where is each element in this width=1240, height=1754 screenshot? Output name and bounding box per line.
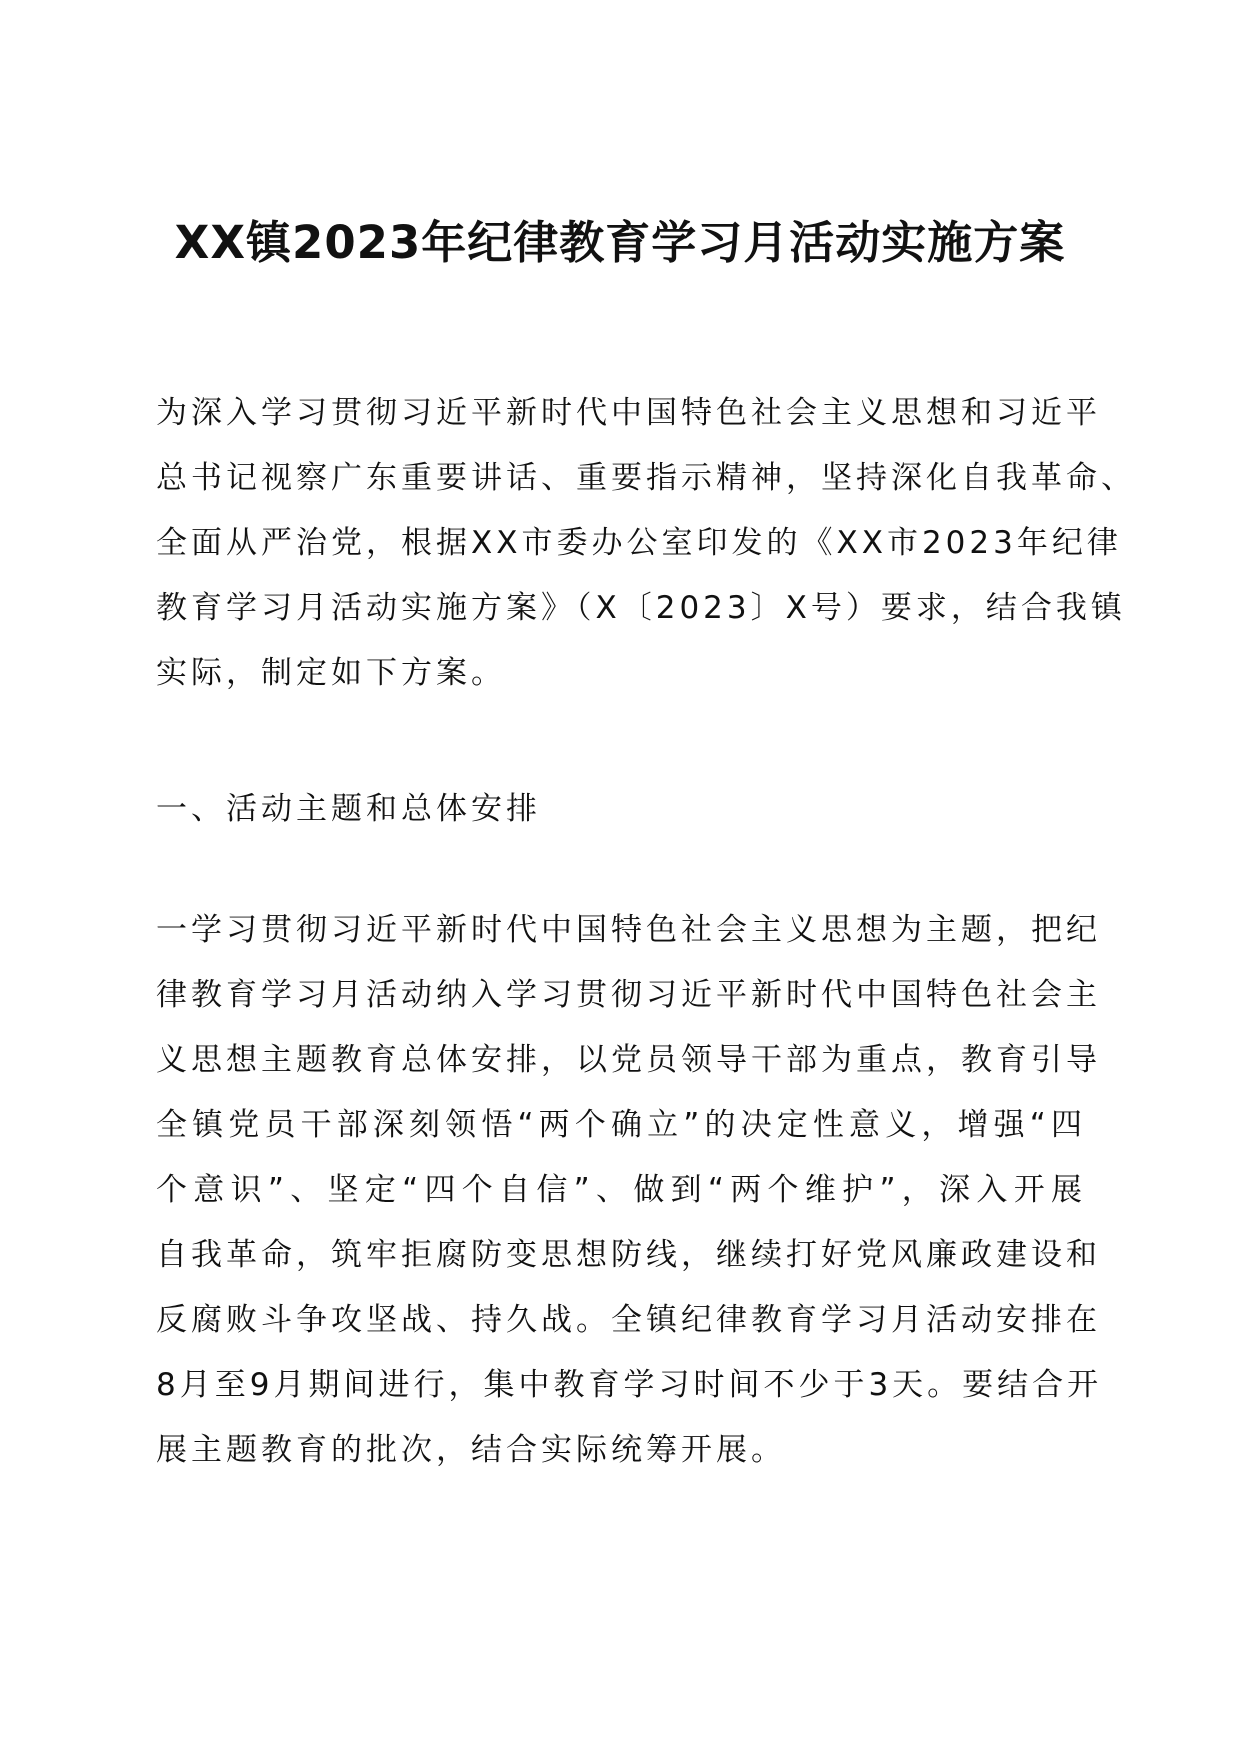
intro-line: 全面从严治党，根据XX市委办公室印发的《XX市2023年纪律 bbox=[156, 525, 1122, 561]
intro-line: 总书记视察广东重要讲话、重要指示精神，坚持深化自我革命、 bbox=[156, 460, 1136, 496]
section-line: 自我革命，筑牢拒腐防变思想防线，继续打好党风廉政建设和 bbox=[156, 1237, 1101, 1273]
section-line: 个意识”、坚定“四个自信”、做到“两个维护”，深入开展 bbox=[156, 1172, 1086, 1208]
document-title: XX镇2023年纪律教育学习月活动实施方案 bbox=[174, 216, 1066, 269]
section-line: 一学习贯彻习近平新时代中国特色社会主义思想为主题，把纪 bbox=[156, 912, 1101, 948]
section-heading bbox=[156, 777, 1086, 842]
section-line: 义思想主题教育总体安排，以党员领导干部为重点，教育引导 bbox=[156, 1042, 1101, 1078]
section-line: 全镇党员干部深刻领悟“两个确立”的决定性意义，增强“四 bbox=[156, 1107, 1086, 1143]
section-paragraph bbox=[156, 898, 1103, 1483]
section-line: 展主题教育的批次，结合实际统筹开展。 bbox=[156, 1432, 786, 1468]
intro-line: 为深入学习贯彻习近平新时代中国特色社会主义思想和习近平 bbox=[156, 395, 1101, 431]
section-heading-text: 一、活动主题和总体安排 bbox=[156, 791, 541, 827]
section-line: 律教育学习月活动纳入学习贯彻习近平新时代中国特色社会主 bbox=[156, 977, 1101, 1013]
section-line: 8月至9月期间进行，集中教育学习时间不少于3天。要结合开 bbox=[156, 1367, 1103, 1403]
section-line: 反腐败斗争攻坚战、持久战。全镇纪律教育学习月活动安排在 bbox=[156, 1302, 1101, 1338]
intro-line: 实际，制定如下方案。 bbox=[156, 655, 506, 691]
intro-line: 教育学习月活动实施方案》（X〔2023〕X号）要求，结合我镇 bbox=[156, 590, 1126, 626]
intro-paragraph bbox=[156, 381, 1136, 706]
